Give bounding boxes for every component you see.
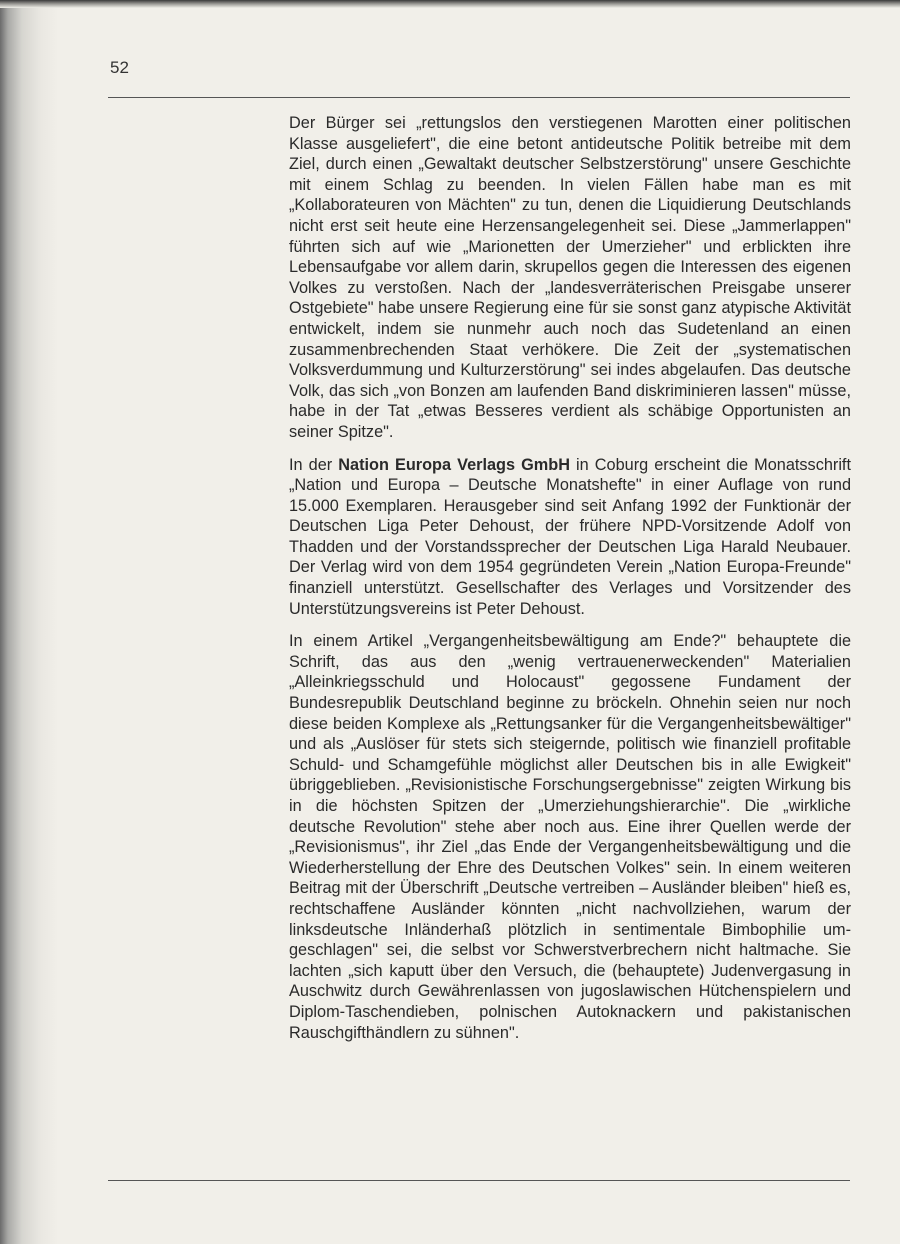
paragraph-2-rest: in Coburg erscheint die Monatsschrift „Nation und Europa – Deutsche Monatshefte" in einer Auflage von rund 15.000 Exemplaren. Herausgeber sind seit Anfang 1992 der Funktionär der Deutschen Liga Peter Dehoust, der frühere NPD-Vorsitzende Adolf von Thadden und der Vorstandssprecher der Deutschen Liga Harald Neubauer. Der Verlag wird von dem 1954 gegründeten Verein „Nation Europa-Freunde" finanziell unterstützt. Gesellschafter des Verlages und Vorsitzender des Unterstützungsvereins ist Peter Dehoust. bbox=[289, 455, 851, 618]
paragraph-3: In einem Artikel „Vergangenheitsbewältigung am Ende?" behauptete die Schrift, das aus den „wenig vertrauenerweckenden" Materialien „Alleinkriegsschuld und Holocaust" gegossene Fundament der Bundesrepublik Deutschland beginne zu bröckeln. Ohnehin seien nur noch diese beiden Komplexe als „Rettungsanker für die Vergangenheitsbewältiger" und als „Auslöser für stets sich steigernde, politisch wie finanziell profitable Schuld- und Schamgefühle möglichst aller Deutschen bis in alle Ewigkeit" übriggeblieben. „Revisionistische Forschungsergebnisse" zeigten Wirkung bis in die höchsten Spitzen der „Umerziehungshierarchie". Die „wirkliche deutsche Revolution" stehe aber noch aus. Eine ihrer Quellen werde der „Revisionismus", ihr Ziel „das Ende der Vergangenheitsbewältigung und die Wiederherstellung der Ehre des Deutschen Volkes" sein. In einem weiteren Beitrag mit der Überschrift „Deutsche vertreiben – Ausländer bleiben" hieß es, rechtschaffene Ausländer könnten „nicht nachvollziehen, warum der linksdeutsche Inländerhaß plötzlich in sentimentale Bimbophilie umgeschlagen" sei, die selbst vor Schwerstverbrechern nicht haltmache. Sie lachten „sich kaputt über den Versuch, die (behauptete) Judenvergasung in Auschwitz durch Gewährenlassen von jugoslawischen Hütchenspielern und Diplom-Taschendieben, polnischen Autoknackern und pakistanischen Rauschgifthändlern zu sühnen". bbox=[289, 632, 851, 1042]
footer-rule bbox=[108, 1180, 850, 1181]
paragraph-2-lead: In der bbox=[289, 455, 339, 474]
binding-shadow bbox=[0, 0, 58, 1244]
page-number: 52 bbox=[110, 58, 129, 77]
paragraph-2 bbox=[289, 455, 851, 620]
paragraph-1: Der Bürger sei „rettungslos den verstiegenen Marotten einer politischen Klasse ausgeliefert", die eine betont antideutsche Politik betreibe mit dem Ziel, durch einen „Gewaltakt deutscher Selbstzerstörung" unsere Geschichte mit einem Schlag zu beenden. In vielen Fällen habe man es mit „Kollaborateuren von Mächten" zu tun, denen die Liquidierung Deutschlands nicht erst seit heute eine Herzensangelegenheit sei. Diese „Jammerlappen" führten sich auf wie „Marionetten der Umerzieher" und erblickten ihre Lebensaufgabe vor allem darin, skrupellos gegen die Interessen des eigenen Volkes zu verstoßen. Nach der „landesverräterischen Preisgabe unserer Ostgebiete" habe unsere Regierung eine für sie sonst ganz atypische Aktivität entwickelt, indem sie nunmehr auch noch das Sudetenland an einen zusammenbrechenden Staat verhökere. Die Zeit der „systematischen Volksverdummung und Kulturzerstörung" sei indes abgelaufen. Das deutsche Volk, das sich „von Bonzen am laufenden Band diskriminieren lassen" müsse, habe in der Tat „etwas Besseres verdient als schäbige Opportunisten an seiner Spitze". bbox=[289, 114, 851, 441]
header-rule bbox=[108, 97, 850, 98]
publisher-name: Nation Europa Verlags GmbH bbox=[338, 455, 570, 474]
scan-top-edge bbox=[0, 0, 900, 8]
body-text bbox=[289, 113, 851, 1043]
